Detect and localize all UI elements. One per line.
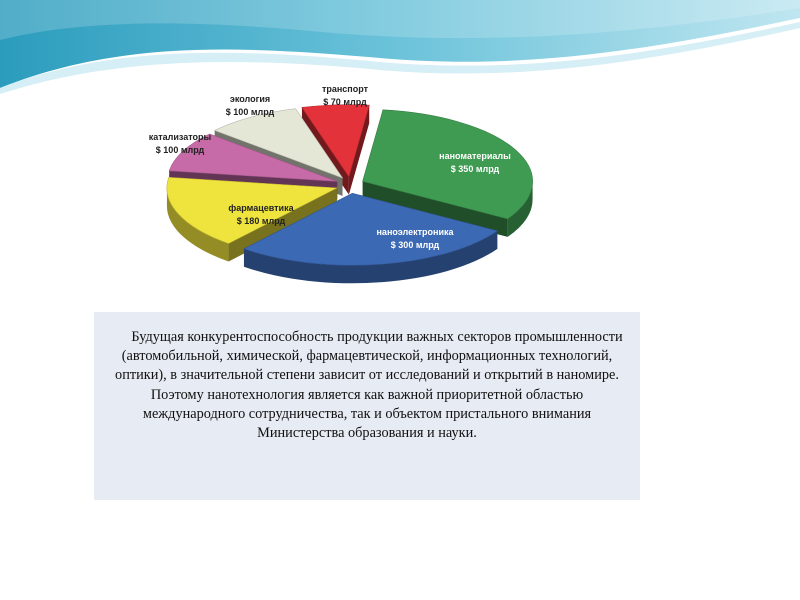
label-nanomaterials-value: $ 350 млрд (450, 164, 500, 174)
description-paragraph: Будущая конкурентоспособность продукции важных секторов промышленности (автомобильной, химической, фармацевтической, информационных технологий, оптики), в значительной степени зависит от исследований и открытий в наномире. Поэтому нанотехнология является как важной приоритетной областью международного сотрудничества, так и объектом пристального внимания Министерства образования и науки. (115, 329, 623, 442)
description-box (94, 312, 640, 500)
label-ecology-value: $ 100 млрд (225, 107, 275, 117)
label-catalysts-name: катализаторы (148, 132, 212, 142)
label-nanomaterials-name: наноматериалы (439, 151, 511, 161)
label-nanoelectronics-name: наноэлектроника (376, 227, 454, 237)
pie-slices (167, 105, 533, 284)
pie-chart (140, 80, 565, 300)
label-nanoelectronics-value: $ 300 млрд (390, 240, 440, 250)
label-pharma-value: $ 180 млрд (236, 216, 286, 226)
label-transport-value: $ 70 млрд (323, 97, 367, 107)
label-catalysts-value: $ 100 млрд (155, 145, 205, 155)
label-pharma-name: фармацевтика (228, 203, 294, 213)
label-ecology-name: экология (229, 94, 271, 104)
label-transport-name: транспорт (321, 84, 369, 94)
